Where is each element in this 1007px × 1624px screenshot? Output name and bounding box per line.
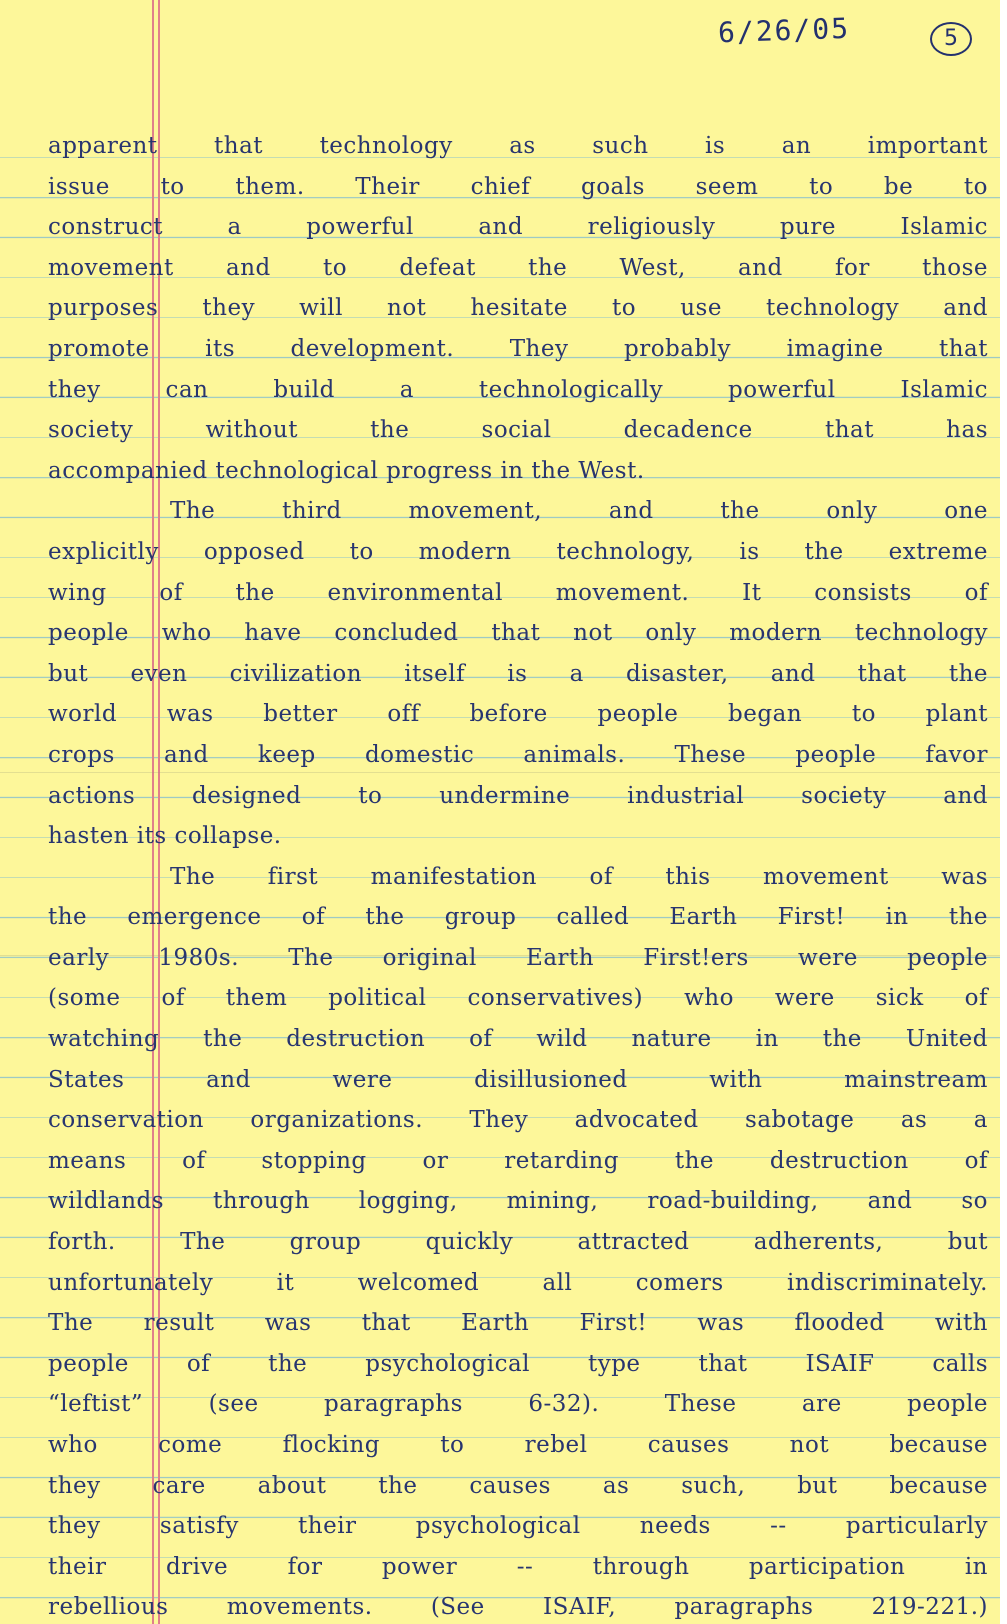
handwritten-text-body [48, 126, 988, 1624]
text-line: world was better off before people began to plant [48, 701, 988, 728]
text-line: they satisfy their psychological needs -- particularly [48, 1513, 988, 1540]
text-line: hasten its collapse. [48, 823, 282, 850]
text-line: who come flocking to rebel causes not because [48, 1432, 988, 1458]
text-line: means of stopping or retarding the destruction of [48, 1147, 988, 1174]
text-line: actions designed to undermine industrial society and [48, 782, 988, 809]
text-line: promote its development. They probably imagine that [48, 335, 988, 362]
text-line: society without the social decadence that has [48, 417, 988, 444]
text-line: early 1980s. The original Earth First!ers were people [48, 944, 988, 971]
text-line: the emergence of the group called Earth First! in the [48, 904, 988, 931]
circled-page-number: 5 [930, 22, 972, 56]
text-line: watching the destruction of wild nature in the United [48, 1026, 988, 1053]
text-line: accompanied technological progress in the West. [48, 457, 645, 484]
text-line: conservation organizations. They advocated sabotage as a [48, 1107, 988, 1134]
text-line: “leftist” (see paragraphs 6-32). These are people [48, 1391, 988, 1418]
text-line: they care about the causes as such, but because [48, 1472, 988, 1499]
text-line: The third movement, and the only one [170, 498, 988, 525]
text-line: crops and keep domestic animals. These people favor [48, 741, 988, 768]
text-line: forth. The group quickly attracted adherents, but [48, 1229, 988, 1256]
text-line: but even civilization itself is a disaster, and that the [48, 660, 988, 687]
text-line: their drive for power -- through participation in [48, 1553, 988, 1580]
text-line: The first manifestation of this movement was [170, 863, 988, 890]
text-line: issue to them. Their chief goals seem to be to [48, 173, 988, 200]
text-line: unfortunately it welcomed all comers indiscriminately. [48, 1269, 988, 1296]
text-line: rebellious movements. (See ISAIF, paragraphs 219-221.) [48, 1594, 988, 1621]
text-line: The result was that Earth First! was flooded with [48, 1310, 988, 1337]
page-header-area [0, 0, 1000, 118]
text-line: construct a powerful and religiously pure Islamic [48, 214, 988, 241]
text-line: movement and to defeat the West, and for those [48, 254, 988, 281]
text-line: States and were disillusioned with mainstream [48, 1066, 988, 1093]
text-line: explicitly opposed to modern technology, is the extreme [48, 538, 988, 565]
text-line: purposes they will not hesitate to use technology and [48, 295, 988, 322]
text-line: people of the psychological type that ISAIF calls [48, 1350, 988, 1377]
text-line: wildlands through logging, mining, road-building, and so [48, 1188, 988, 1215]
handwritten-date: 6/26/05 [717, 11, 851, 50]
text-line: apparent that technology as such is an important [48, 133, 988, 159]
text-line: (some of them political conservatives) who were sick of [48, 985, 988, 1012]
text-line: people who have concluded that not only modern technology [48, 620, 988, 647]
text-line: they can build a technologically powerful Islamic [48, 376, 988, 403]
text-line: wing of the environmental movement. It consists of [48, 579, 988, 606]
